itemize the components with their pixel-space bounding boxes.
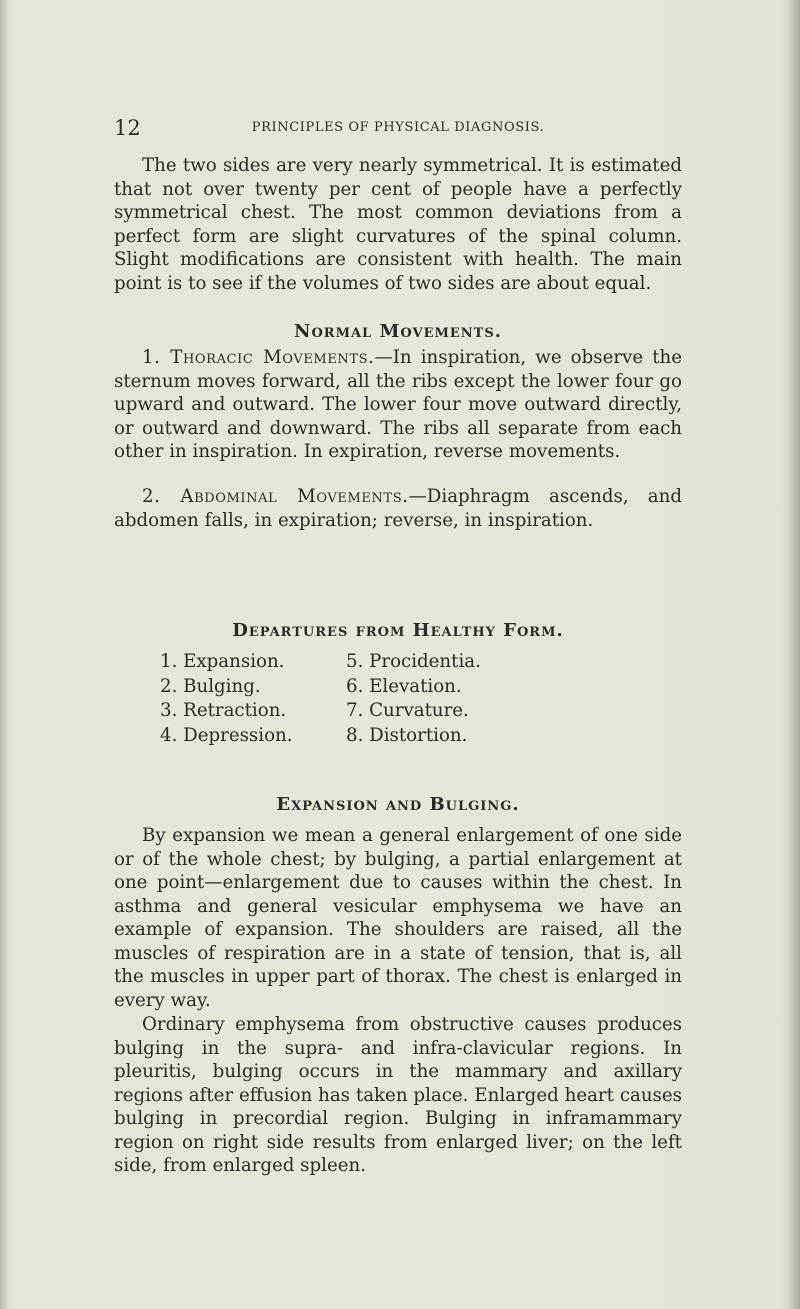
page-left-edge — [0, 0, 8, 1309]
list-item: 4. Depression. — [160, 725, 293, 747]
thoracic-movements-paragraph — [114, 346, 682, 464]
expansion-paragraph-block — [114, 824, 682, 1012]
departures-list — [160, 650, 680, 749]
abdominal-movements-label: 2. Abdominal Movements. — [142, 486, 409, 507]
page-number: 12 — [114, 116, 141, 140]
expansion-heading-block — [114, 793, 682, 817]
expansion-bulging-heading: Expansion and Bulging. — [276, 794, 520, 815]
list-item: 7. Curvature. — [346, 700, 469, 722]
list-item: 1. Expansion. — [160, 651, 285, 672]
running-title: PRINCIPLES OF PHYSICAL DIAGNOSIS. — [251, 120, 545, 135]
bulging-paragraph-block — [114, 1013, 682, 1178]
list-item: 2. Bulging. — [160, 675, 261, 697]
bulging-paragraph: Ordinary emphysema from obstructive causes produces bulging in the supra- and infra-clavicular regions. In pleuritis, bulging occurs in the mammary and axillary regions after effusion has taken place. Enlarged heart causes bulging in precordial region. Bulging in inframammary region on right side results from enlarged liver; on the left side, from enlarged spleen. — [114, 1014, 682, 1176]
thoracic-movements-block — [114, 346, 682, 464]
departures-heading-block — [114, 619, 682, 643]
expansion-paragraph: By expansion we mean a general enlargement of one side or of the whole chest; by bulging, a partial enlargement at one point—enlargement due to causes within the chest. In asthma and general vesicular emphysema we have an example of expansion. The shoulders are raised, all the muscles of respiration are in a state of tension, that is, all the muscles in upper part of thorax. The chest is enlarged in every way. — [114, 825, 682, 1011]
intro-block — [114, 154, 682, 295]
normal-movements-heading-block — [114, 320, 682, 344]
running-head — [114, 116, 682, 140]
abdominal-movements-paragraph — [114, 485, 682, 532]
departures-heading: Departures from Healthy Form. — [232, 620, 564, 641]
list-item: 6. Elevation. — [346, 675, 462, 697]
thoracic-movements-label: 1. Thoracic Movements. — [142, 347, 375, 368]
list-item: 8. Distortion. — [346, 725, 468, 747]
abdominal-movements-block — [114, 485, 682, 532]
page-right-edge — [788, 0, 800, 1309]
list-item: 3. Retraction. — [160, 700, 287, 722]
normal-movements-heading: Normal Movements. — [294, 321, 502, 342]
abdominal-movements-text: —Diaphragm ascends, and abdomen falls, in expiration; reverse, in inspiration. — [114, 486, 682, 531]
thoracic-movements-text: —In inspiration, we observe the sternum moves forward, all the ribs except the lower four go upward and outward. The lower four move outward directly, or outward and downward. The ribs all separate from each other in inspiration. In expiration, reverse movements. — [114, 347, 682, 462]
intro-paragraph: The two sides are very nearly symmetrical. It is estimated that not over twenty per cent of people have a perfectly symmetrical chest. The most common deviations from a perfect form are slight curvatures of the spinal column. Slight modifications are consistent with health. The main point is to see if the volumes of two sides are about equal. — [114, 155, 682, 294]
list-item: 5. Procidentia. — [346, 651, 481, 672]
